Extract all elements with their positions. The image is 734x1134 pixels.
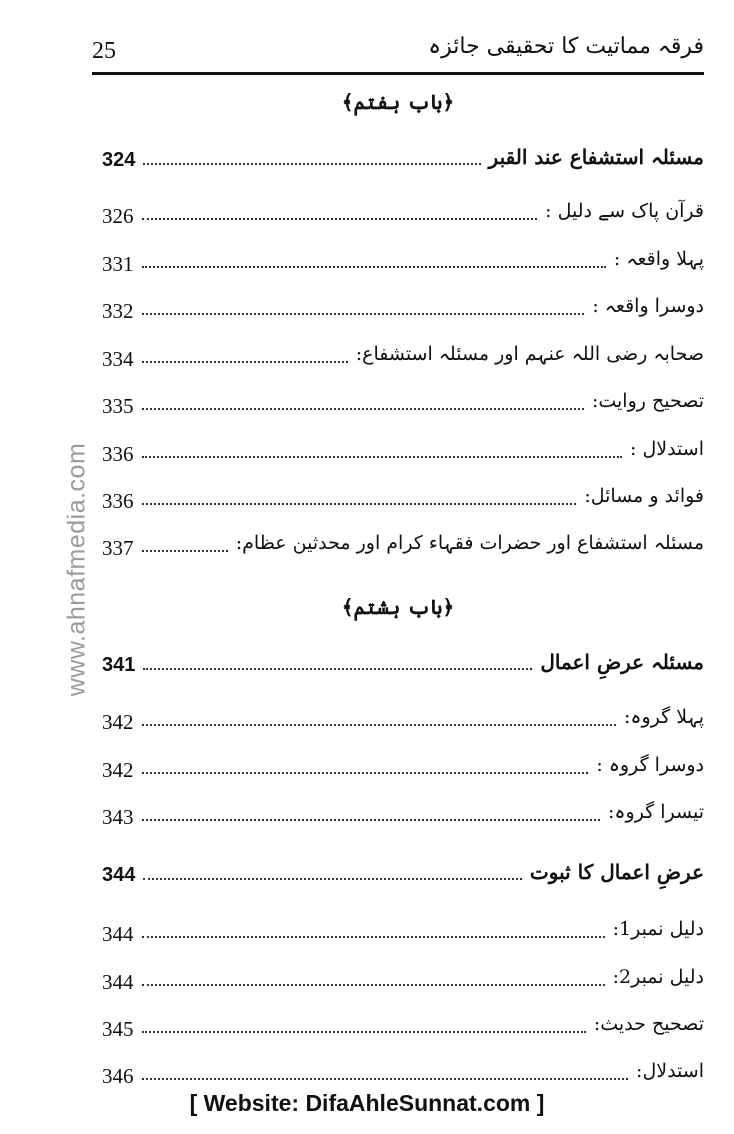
- toc-entry-page: 335: [102, 394, 134, 418]
- toc-entry-label: قرآن پاک سے دلیل :: [545, 200, 704, 222]
- leader-dots: [142, 936, 605, 938]
- toc-entry[interactable]: [92, 295, 704, 329]
- toc-entry[interactable]: [92, 532, 704, 566]
- toc-entry-page: 344: [102, 864, 136, 886]
- toc-entry-label: استدلال :: [630, 438, 704, 460]
- toc-entry[interactable]: [92, 1013, 704, 1047]
- toc-entry-label: مسئلہ استشفاع اور حضرات فقہاء کرام اور محدثین عظام:: [235, 532, 704, 554]
- toc-entry[interactable]: [92, 801, 704, 835]
- toc-entry[interactable]: [92, 200, 704, 234]
- header-rule: [92, 72, 704, 75]
- toc-main-entry[interactable]: [92, 860, 704, 894]
- toc-entry-label: مسئلہ عرضِ اعمال: [540, 650, 704, 674]
- toc-entry-label: عرضِ اعمال کا ثبوت: [529, 860, 704, 884]
- chapter-heading: ﴿باب ہشتم﴾: [341, 595, 455, 619]
- book-title: فرقہ مماتیت کا تحقیقی جائزہ: [428, 34, 704, 59]
- toc-entry-label: پہلا واقعہ :: [613, 248, 704, 270]
- toc-entry-page: 336: [102, 489, 134, 513]
- toc-entry[interactable]: [92, 706, 704, 740]
- toc-entry-label: دوسرا گروہ :: [596, 754, 704, 776]
- toc-entry-page: 337: [102, 536, 134, 560]
- toc-entry[interactable]: [92, 390, 704, 424]
- toc-entry[interactable]: [92, 1060, 704, 1094]
- leader-dots: [142, 1031, 586, 1033]
- toc-entry-label: مسئلہ استشفاع عند القبر: [488, 145, 704, 169]
- toc-entry-label: استدلال:: [636, 1060, 704, 1082]
- toc-entry-page: 344: [102, 970, 134, 994]
- toc-entry-page: 324: [102, 149, 136, 171]
- leader-dots: [142, 772, 588, 774]
- leader-dots: [143, 878, 522, 880]
- leader-dots: [142, 266, 606, 268]
- toc-entry[interactable]: [92, 966, 704, 1000]
- toc-entry-page: 344: [102, 922, 134, 946]
- toc-entry[interactable]: [92, 343, 704, 377]
- leader-dots: [143, 163, 481, 165]
- page-header: [92, 30, 704, 70]
- leader-dots: [142, 1078, 628, 1080]
- leader-dots: [142, 984, 605, 986]
- toc-entry[interactable]: [92, 248, 704, 282]
- toc-entry-label: پہلا گروہ:: [623, 706, 704, 728]
- toc-entry-label: تیسرا گروہ:: [607, 801, 704, 823]
- toc-entry-page: 332: [102, 299, 134, 323]
- leader-dots: [142, 503, 576, 505]
- leader-dots: [142, 456, 622, 458]
- toc-entry-page: 341: [102, 654, 136, 676]
- toc-entry-page: 336: [102, 442, 134, 466]
- leader-dots: [142, 819, 600, 821]
- website-footer[interactable]: [ Website: DifaAhleSunnat.com ]: [189, 1090, 545, 1116]
- page-number: 25: [92, 38, 116, 64]
- watermark: www.ahnafmedia.com: [62, 442, 91, 697]
- toc-entry-page: 342: [102, 710, 134, 734]
- toc-entry-label: صحابہ رضی اللہ عنہم اور مسئلہ استشفاع:: [355, 343, 704, 365]
- toc-entry-page: 334: [102, 347, 134, 371]
- toc-entry-page: 326: [102, 204, 134, 228]
- leader-dots: [142, 313, 584, 315]
- toc-entry-label: تصحیح روایت:: [591, 390, 704, 412]
- toc-entry[interactable]: [92, 438, 704, 472]
- toc-entry-page: 343: [102, 805, 134, 829]
- toc-main-entry[interactable]: [92, 650, 704, 684]
- leader-dots: [142, 361, 348, 363]
- leader-dots: [142, 724, 616, 726]
- toc-entry-label: فوائد و مسائل:: [584, 485, 704, 507]
- leader-dots: [142, 408, 584, 410]
- toc-entry-label: دوسرا واقعہ :: [592, 295, 704, 317]
- toc-main-entry[interactable]: [92, 145, 704, 179]
- leader-dots: [143, 668, 532, 670]
- toc-entry[interactable]: [92, 918, 704, 952]
- toc-entry-page: 346: [102, 1064, 134, 1088]
- leader-dots: [142, 218, 537, 220]
- toc-entry-label: تصحیح حدیث:: [593, 1013, 704, 1035]
- toc-entry[interactable]: [92, 485, 704, 519]
- chapter-heading: ﴿باب ہفتم﴾: [341, 90, 455, 114]
- toc-entry-page: 345: [102, 1017, 134, 1041]
- toc-entry-page: 342: [102, 758, 134, 782]
- toc-entry-label: دلیل نمبر2:: [612, 966, 704, 988]
- toc-entry-label: دلیل نمبر1:: [612, 918, 704, 940]
- toc-entry-page: 331: [102, 252, 134, 276]
- leader-dots: [142, 550, 228, 552]
- toc-entry[interactable]: [92, 754, 704, 788]
